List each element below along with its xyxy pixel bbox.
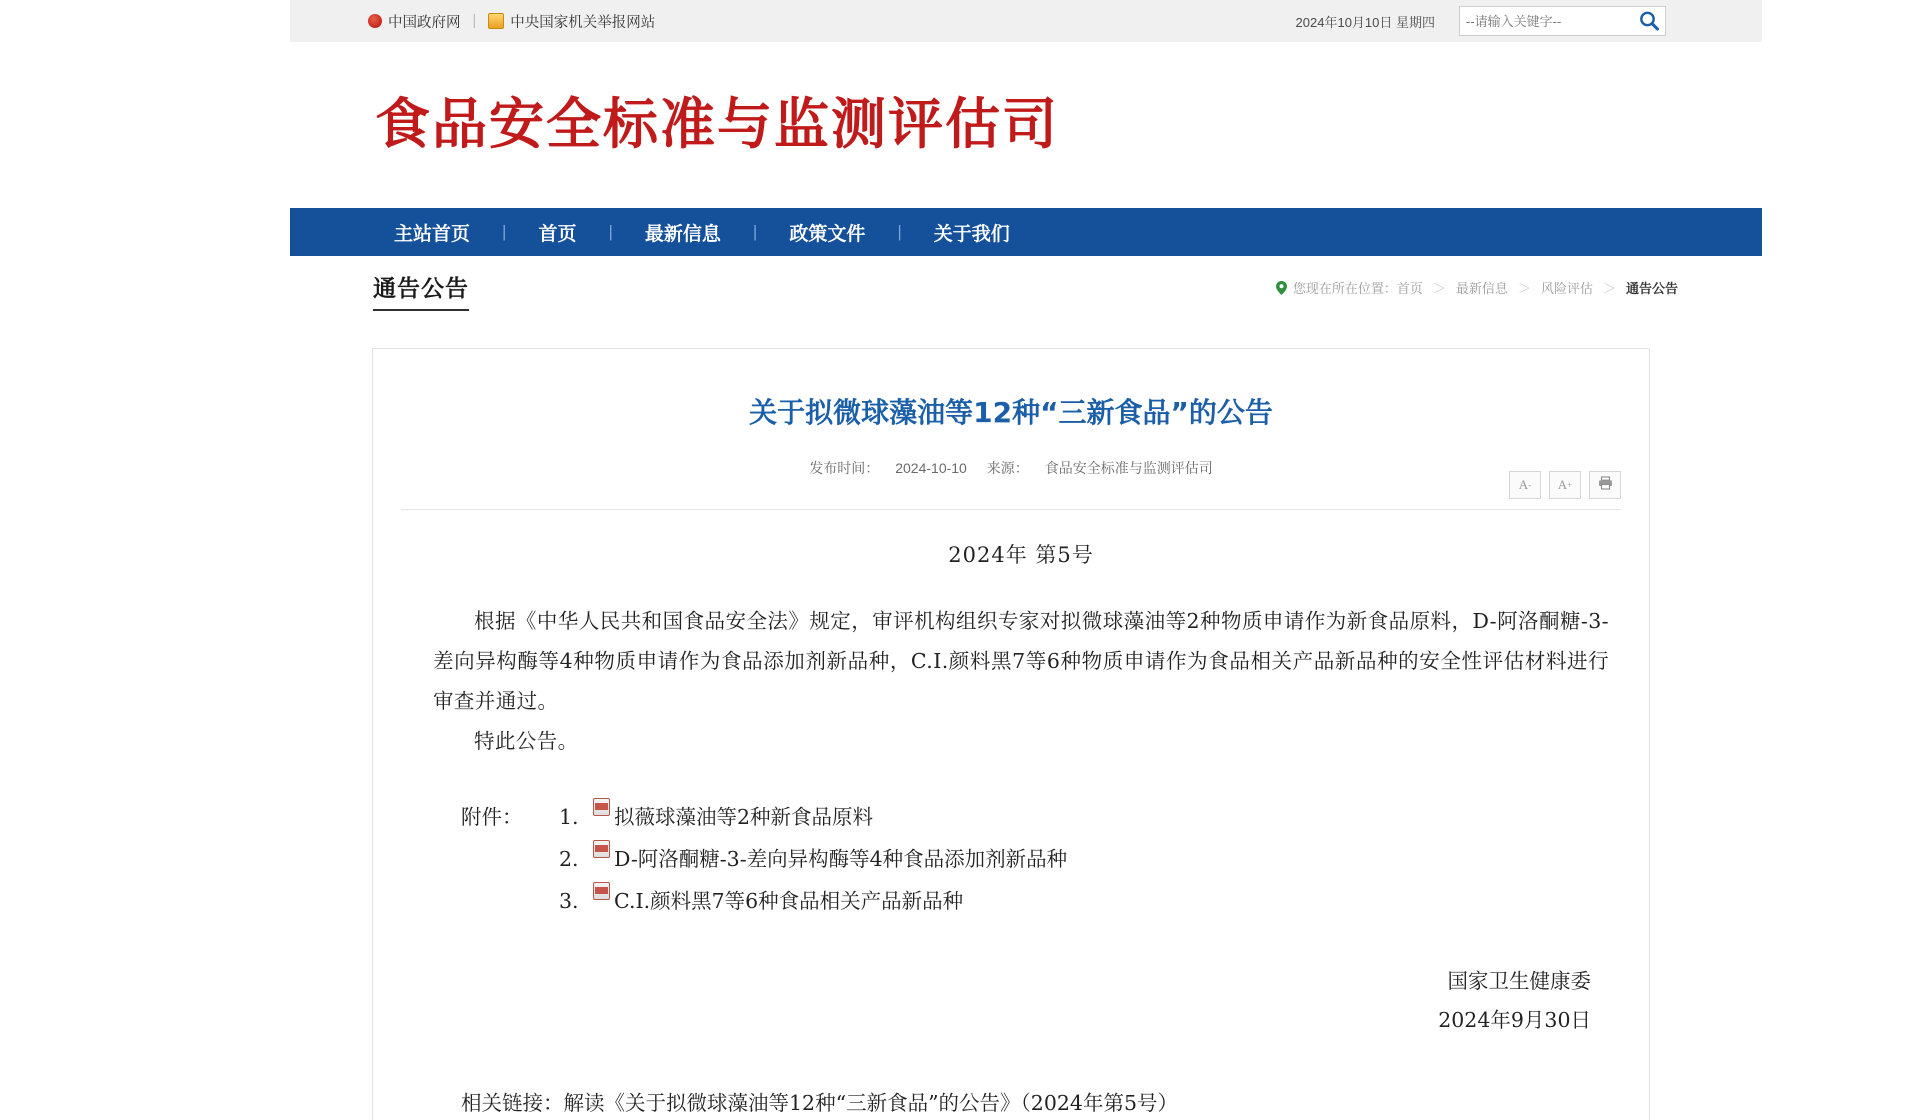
nav-divider-1: |: [502, 222, 507, 241]
search-input[interactable]: [1460, 8, 1632, 34]
pdf-file-icon: [593, 798, 610, 816]
article-divider: [401, 509, 1621, 510]
breadcrumb-sep-1: ＞: [1432, 281, 1446, 296]
signer-name: 国家卫生健康委: [1447, 968, 1591, 993]
article-title: 关于拟微球藻油等12种“三新食品”的公告: [749, 396, 1273, 429]
signer-date: 2024年9月30日: [1438, 1007, 1591, 1032]
attachment-number-3: 3.: [559, 888, 579, 913]
source-label: 来源：: [986, 460, 1029, 477]
document-number: 2024年 第5号: [948, 543, 1094, 567]
publish-date: 2024-10-10: [895, 460, 967, 477]
pdf-file-icon: [593, 882, 610, 900]
nav-divider-3: |: [752, 222, 758, 241]
attachment-number-2: 2.: [559, 846, 579, 871]
attachment-row-3: [461, 880, 1609, 922]
current-date: 2024年10月10日 星期四: [1295, 14, 1435, 30]
nav-divider-4: |: [897, 222, 902, 241]
print-button[interactable]: [1589, 471, 1621, 499]
attachment-row-2: [461, 838, 1609, 880]
site-title: 食品安全标准与监测评估司: [375, 92, 1060, 156]
search-box[interactable]: [1459, 6, 1666, 36]
report-site-icon: [488, 13, 504, 29]
related-label: 相关链接：: [461, 1090, 564, 1115]
top-bar: [290, 0, 1762, 43]
attachment-row-1: [461, 796, 1609, 838]
nav-items: [372, 219, 1032, 246]
top-bar-links: [368, 11, 655, 32]
left-gutter: [0, 0, 290, 1120]
right-gutter: [1762, 0, 1920, 1120]
attachment-list: [433, 796, 1609, 922]
nav-item-home[interactable]: 首页: [538, 223, 577, 245]
article-body: [433, 535, 1609, 1120]
breadcrumb: [1276, 278, 1678, 297]
font-increase-button[interactable]: [1549, 471, 1581, 499]
main-nav: [290, 208, 1762, 256]
related-link-row: [433, 1084, 1609, 1120]
breadcrumb-item-home[interactable]: 首页: [1396, 281, 1423, 296]
printer-icon: [1598, 476, 1613, 494]
attachment-link-3[interactable]: C.I.颜料黑7等6种食品相关产品新品种: [614, 888, 964, 913]
publish-label: 发布时间：: [809, 460, 880, 477]
attachment-number-1: 1.: [559, 804, 579, 829]
signature-block: [433, 962, 1609, 1040]
nav-item-policy-docs[interactable]: 政策文件: [789, 223, 866, 245]
topbar-separator: |: [472, 13, 477, 29]
related-link[interactable]: 解读《关于拟微球藻油等12种“三新食品”的公告》（2024年第5号）: [563, 1090, 1179, 1115]
search-button[interactable]: [1632, 7, 1666, 35]
font-decrease-button[interactable]: [1509, 471, 1541, 499]
link-report-site[interactable]: [488, 11, 655, 32]
font-increase-label: A: [1557, 477, 1568, 492]
breadcrumb-item-latest-info[interactable]: 最新信息: [1455, 281, 1508, 296]
font-decrease-sup: -: [1528, 480, 1532, 490]
search-icon: [1638, 10, 1660, 32]
nav-divider-2: |: [608, 222, 613, 241]
article-meta: [373, 458, 1649, 478]
nav-item-about-us[interactable]: 关于我们: [933, 223, 1010, 245]
china-gov-icon: [368, 14, 382, 28]
font-decrease-label: A: [1518, 477, 1529, 492]
font-increase-sup: +: [1567, 480, 1573, 490]
nav-item-latest-info[interactable]: 最新信息: [644, 223, 721, 245]
article-card: [372, 348, 1650, 1120]
source-value: 食品安全标准与监测评估司: [1044, 460, 1213, 477]
link-china-gov-label: 中国政府网: [388, 14, 461, 31]
attachments-label: 附件：: [461, 804, 523, 829]
link-report-site-label: 中央国家机关举报网站: [510, 14, 656, 31]
site-banner: [290, 42, 1762, 184]
article-paragraph-2: 特此公告。: [474, 728, 579, 753]
page-title: 通告公告: [373, 270, 469, 311]
article-tools: [1509, 471, 1621, 499]
location-pin-icon: [1276, 281, 1287, 295]
article-paragraph-1: 根据《中华人民共和国食品安全法》规定，审评机构组织专家对拟微球藻油等2种物质申请作为新食品原料，D-阿洛酮糖-3-差向异构酶等4种物质申请作为食品添加剂新品种，C.I.颜料黑7等6种物质申请作为食品相关产品新品种的安全性评估材料进行审查并通过。: [433, 608, 1609, 713]
pdf-file-icon: [593, 840, 610, 858]
breadcrumb-prefix: 您现在所在位置：: [1292, 281, 1397, 296]
attachment-link-1[interactable]: 拟薇球藻油等2种新食品原料: [614, 804, 874, 829]
breadcrumb-item-current: 通告公告: [1625, 281, 1678, 296]
nav-item-main-home[interactable]: 主站首页: [394, 223, 471, 245]
breadcrumb-item-risk-assessment[interactable]: 风险评估: [1540, 281, 1593, 296]
attachment-link-2[interactable]: D-阿洛酮糖-3-差向异构酶等4种食品添加剂新品种: [614, 846, 1068, 871]
top-bar-right: [1296, 0, 1666, 42]
breadcrumb-sep-2: ＞: [1517, 281, 1531, 296]
breadcrumb-sep-3: ＞: [1602, 281, 1616, 296]
breadcrumb-row: [290, 256, 1762, 320]
link-china-gov[interactable]: [368, 11, 461, 32]
